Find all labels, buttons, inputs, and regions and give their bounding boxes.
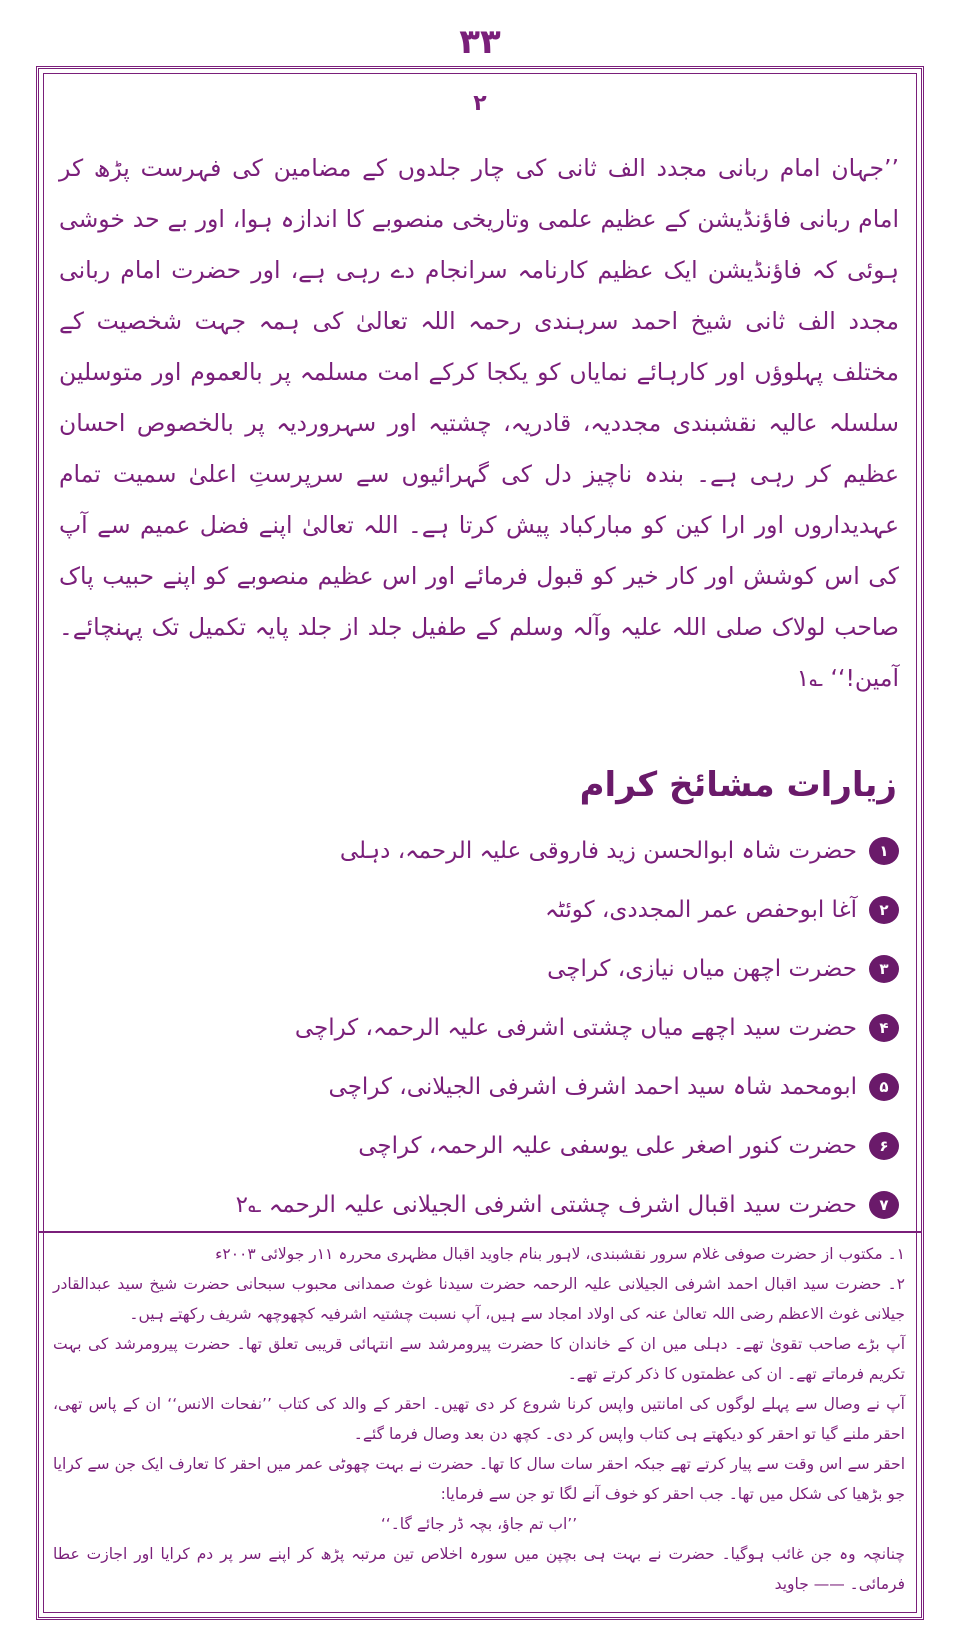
number-badge: ۴ [869, 1014, 899, 1042]
list-item [59, 998, 899, 1057]
footnote: ۲۔ حضرت سید اقبال احمد اشرفی الجیلانی علیہ الرحمہ حضرت سیدنا غوث صمدانی محبوب سبحانی حضرت شیخ سید عبدالقادر جیلانی غوث الاعظم رضی اللہ تعالیٰ عنہ کی اولاد امجاد سے ہیں، آپ نسبت چشتیہ اشرفیہ کچھوچھہ شریف رکھتے ہیں۔ [53, 1275, 905, 1323]
number-badge: ۱ [869, 837, 899, 865]
number-badge: ۳ [869, 955, 899, 983]
footnote-divider [39, 1231, 921, 1233]
footnote: چنانچہ وہ جن غائب ہوگیا۔ حضرت نے بہت ہی بچپن میں سورہ اخلاص تین مرتبہ پڑھ کر اپنے سر پر دم کرایا اور اجازت عطا فرمائی۔ —— جاوید [53, 1545, 905, 1593]
list-item-text: حضرت کنور اصغر علی یوسفی علیہ الرحمہ، کراچی [358, 1132, 857, 1159]
list-item-text: حضرت سید اقبال اشرف چشتی اشرفی الجیلانی علیہ الرحمہ ؎۲ [235, 1191, 857, 1218]
number-badge: ۷ [869, 1191, 899, 1219]
page-number: ۳۳ [459, 22, 501, 62]
footnote: آپ نے وصال سے پہلے لوگوں کی امانتیں واپس کرنا شروع کر دی تھیں۔ احقر کے والد کی کتاب ’’نفحات الانس‘‘ ان کے پاس تھی، احقر ملنے گیا تو احقر کو دیکھتے ہی کتاب واپس کر دی۔ کچھ دن بعد وصال فرما گئے۔ [53, 1395, 905, 1443]
mashaikh-list [59, 821, 899, 1234]
list-item [59, 880, 899, 939]
main-quote [59, 143, 899, 704]
list-item [59, 1116, 899, 1175]
quote-paragraph: ’’جہان امام ربانی مجدد الف ثانی کی چار جلدوں کے مضامین کی فہرست پڑھ کر امام ربانی فاؤنڈیشن کے عظیم علمی وتاریخی منصوبے کا اندازہ ہوا، اور بے حد خوشی ہوئی کہ فاؤنڈیشن ایک عظیم کارنامہ سرانجام دے رہی ہے، اور حضرت امام ربانی مجدد الف ثانی شیخ احمد سرہندی رحمہ اللہ تعالیٰ کی ہمہ جہت شخصیت کے مختلف پہلوؤں اور کارہائے نمایاں کو یکجا کرکے امت مسلمہ پر بالعموم اور متوسلین سلسلہ عالیہ نقشبندی مجددیہ، قادریہ، چشتیہ اور سہروردیہ پر بالخصوص احسان عظیم کر رہی ہے۔ بندہ ناچیز دل کی گہرائیوں سے سرپرستِ اعلیٰ سمیت تمام عہدیداروں اور ارا کین کو مبارکباد پیش کرتا ہے۔ اللہ تعالیٰ اپنے فضل عمیم سے آپ کی اس کوشش اور کار خیر کو قبول فرمائے اور اس عظیم منصوبے کو اپنے حبیب پاک صاحب لولاک صلی اللہ علیہ وآلہ وسلم کے طفیل جلد از جلد پایہ تکمیل تک پہنچائے۔ آمین!‘‘ ؎۱ [59, 154, 899, 692]
list-item [59, 1057, 899, 1116]
list-item-text: آغا ابوحفص عمر المجددی، کوئٹہ [544, 896, 857, 923]
list-item-text: ابومحمد شاہ سید احمد اشرف اشرفی الجیلانی، کراچی [328, 1073, 857, 1100]
footnote: احقر سے اس وقت سے پیار کرتے تھے جبکہ احقر سات سال کا تھا۔ حضرت نے بہت چھوٹی عمر میں احقر کا تعارف ایک جن سے کرایا جو بڑھیا کی شکل میں تھا۔ جب احقر کو خوف آنے لگا تو جن سے فرمایا: [53, 1455, 905, 1503]
page-frame [36, 66, 924, 1620]
list-item [59, 1175, 899, 1234]
list-item-text: حضرت سید اچھے میاں چشتی اشرفی علیہ الرحمہ، کراچی [294, 1014, 857, 1041]
number-badge: ۶ [869, 1132, 899, 1160]
footnote-quote: ’’اب تم جاؤ، بچہ ڈر جائے گا۔‘‘ [380, 1515, 578, 1533]
list-item-text: حضرت شاہ ابوالحسن زید فاروقی علیہ الرحمہ، دہلی [339, 837, 857, 864]
number-badge: ۲ [869, 896, 899, 924]
section-heading: زیارات مشائخ کرام [579, 765, 897, 805]
footnote: ۱۔ مکتوب از حضرت صوفی غلام سرور نقشبندی، لاہور بنام جاوید اقبال مظہری محررہ ۱۱ر جولائی ۲۰۰۳ء [215, 1245, 905, 1263]
footnote: آپ بڑے صاحب تقویٰ تھے۔ دہلی میں ان کے خاندان کا حضرت پیرومرشد سے انتہائی قریبی تعلق تھا۔ حضرت پیرومرشد کی بہت تکریم فرماتے تھے۔ ان کی عظمتوں کا ذکر کرتے تھے۔ [53, 1335, 905, 1383]
list-item [59, 821, 899, 880]
list-item-text: حضرت اچھن میاں نیازی، کراچی [547, 955, 857, 982]
section-number: ۲ [473, 91, 487, 116]
footnotes [53, 1239, 905, 1599]
number-badge: ۵ [869, 1073, 899, 1101]
list-item [59, 939, 899, 998]
